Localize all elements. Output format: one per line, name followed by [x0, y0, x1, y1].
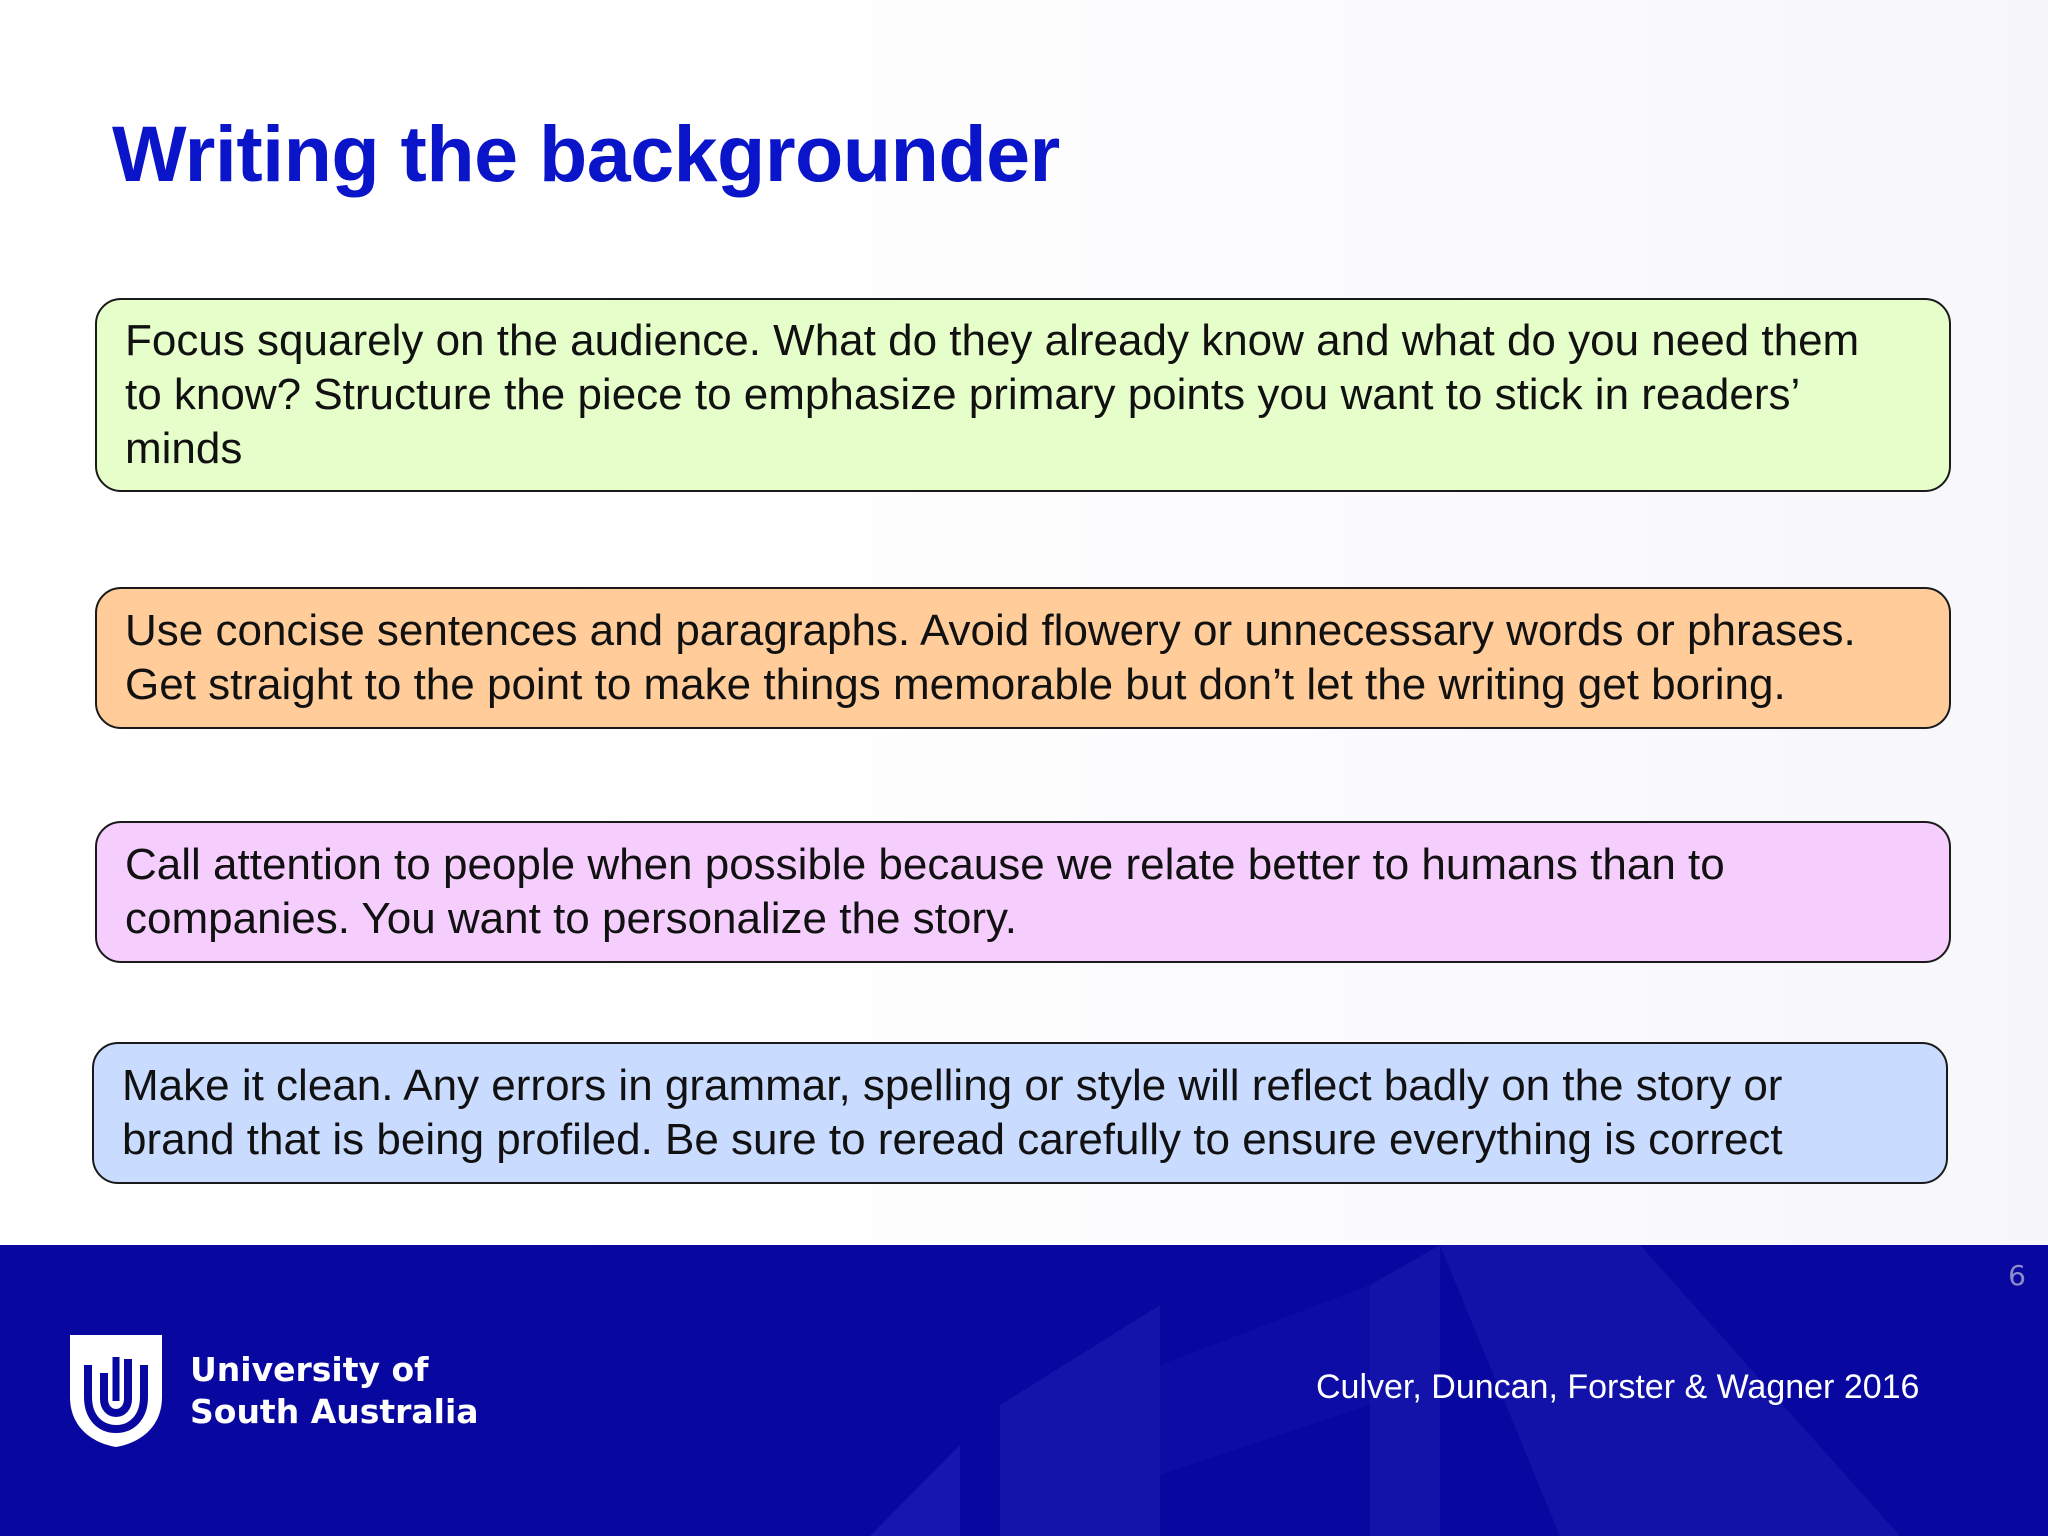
tip-box-audience	[95, 298, 1951, 492]
tip-line: companies. You want to personalize the story.	[125, 894, 1017, 943]
tip-text	[125, 838, 1725, 946]
tip-box-concise	[95, 587, 1951, 729]
tip-box-people	[95, 821, 1951, 963]
university-name-line2: South Australia	[190, 1392, 479, 1431]
tip-line: Focus squarely on the audience. What do they already know and what do you need them	[125, 316, 1860, 365]
tip-text	[125, 314, 1859, 476]
tip-line: Call attention to people when possible because we relate better to humans than to	[125, 840, 1725, 889]
slide-title: Writing the backgrounder	[112, 109, 1060, 198]
university-name-line1: University of	[190, 1350, 429, 1389]
university-name	[190, 1349, 479, 1433]
tip-line: Make it clean. Any errors in grammar, spelling or style will reflect badly on the story or	[122, 1061, 1783, 1110]
page-number: 6	[2008, 1259, 2026, 1292]
tip-line: Use concise sentences and paragraphs. Avoid flowery or unnecessary words or phrases.	[125, 606, 1856, 655]
tip-line: minds	[125, 424, 243, 473]
tip-box-clean	[92, 1042, 1948, 1184]
tip-text	[122, 1059, 1783, 1167]
unisa-shield-icon	[70, 1335, 162, 1447]
citation: Culver, Duncan, Forster & Wagner 2016	[1316, 1368, 1920, 1406]
university-logo	[70, 1335, 479, 1447]
tip-line: to know? Structure the piece to emphasize primary points you want to stick in readers’	[125, 370, 1801, 419]
tip-text	[125, 604, 1856, 712]
tip-line: Get straight to the point to make things memorable but don’t let the writing get boring.	[125, 660, 1786, 709]
tip-line: brand that is being profiled. Be sure to reread carefully to ensure everything is correct	[122, 1115, 1783, 1164]
footer-bar	[0, 1245, 2048, 1536]
